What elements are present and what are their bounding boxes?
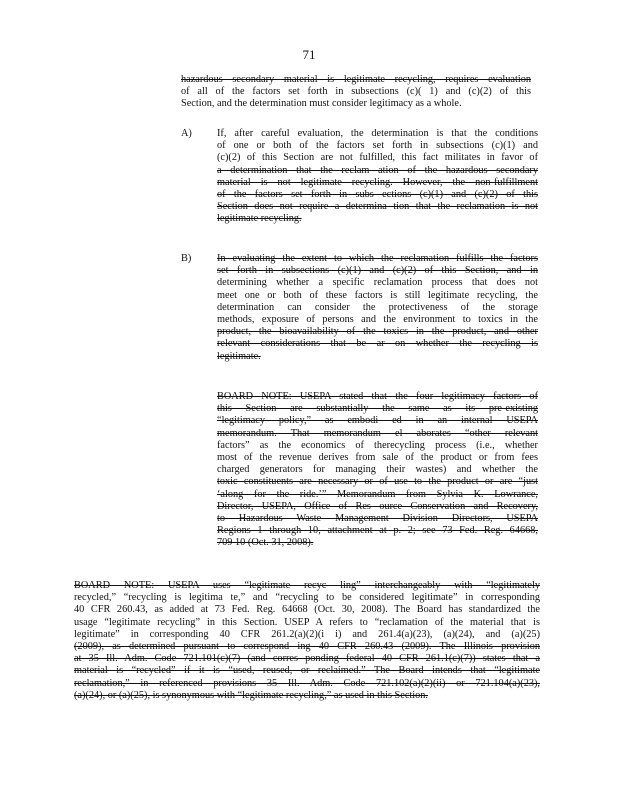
text-line: (c)(2) of this Section are not fulfilled, this fact militates in favor of [217, 152, 538, 164]
text-line: of one or both of the factors set forth in subsections (c)(1) and [217, 140, 538, 152]
text-line: methods, exposure of persons and the environment to toxics in the [217, 314, 538, 326]
text-line: Section, and the determination must consider legitimacy as a whole. [181, 98, 462, 110]
board-note-2 [74, 580, 540, 702]
text-line: Regions 1 through 10, attachment at p. 2; see 73 Fed. Reg. 64668, [217, 525, 538, 537]
text-line: at 35 Ill. Adm. Code 721.101(c)(7) (and corres ponding federal 40 CFR 261.1(c)(7)) states that a [74, 653, 540, 665]
text-line: of the factors set forth in subs ections (c)(1) and (c)(2) of this [217, 189, 538, 201]
text-line: reclamation,” in referenced provisions 35 Ill. Adm. Code 721.102(a)(2)(ii) or 721.104(a)(23), [74, 677, 540, 689]
text-line: to Hazardous Waste Management Division Directors, USEPA [217, 513, 538, 525]
intro-paragraph [181, 74, 531, 111]
text-line: material is not legitimate recycling. However, the non-fulfillment [217, 176, 538, 188]
item-b-paragraph [217, 253, 538, 363]
page-number: 71 [302, 47, 316, 62]
text-line: legitimate. [217, 350, 261, 362]
text-line: meet one or both of these factors is still legitimate recycling, the [217, 289, 538, 301]
item-a-label: A) [181, 128, 192, 139]
text-line: (2009), as determined pursuant to correspond ing 40 CFR 260.43 (2009). The Illinois provision [74, 641, 540, 653]
text-line: product, the bioavailability of the toxics in the product, and other [217, 326, 538, 338]
text-line: In evaluating the extent to which the reclamation fulfills the factors [217, 253, 538, 264]
text-line: hazardous secondary material is legitimate recycling, requires evaluation [181, 74, 531, 85]
text-line: legitimate recycling. [217, 213, 302, 225]
text-line: memorandum. That memorandum el aborates “other relevant [217, 427, 538, 439]
text-line: usage “legitimate recycling” in this Section. USEP A refers to “reclamation of the material that is [74, 616, 540, 628]
item-b-label: B) [181, 253, 192, 264]
text-line: factors” as the economics of therecycling process (i.e., whether [217, 439, 538, 451]
text-line: If, after careful evaluation, the determination is that the conditions [217, 128, 538, 139]
board-note-1 [217, 391, 538, 550]
text-line: relevant considerations that be ar on whether the recycling is [217, 338, 538, 350]
text-line: “legitimacy policy,” as embodi ed in an internal USEPA [217, 415, 538, 427]
text-line: determining whether a specific reclamation process that does not [217, 277, 538, 289]
text-line: Director, USEPA, Office of Res ource Conservation and Recovery, [217, 500, 538, 512]
text-line: ‘along for the ride.’” Memorandum from Sylvia K. Lowrance, [217, 488, 538, 500]
text-line: 40 CFR 260.43, as added at 73 Fed. Reg. 64668 (Oct. 30, 2008). The Board has standardized the [74, 604, 540, 616]
text-line: legitimate” in corresponding 40 CFR 261.2(a)(2)(i i) and 261.4(a)(23), (a)(24), and (a)(25) [74, 628, 540, 640]
text-line: Section does not require a determina tion that the reclamation is not [217, 201, 538, 213]
text-line: (a)(24), or (a)(25), is synonymous with “legitimate recycling,” as used in this Section. [74, 689, 429, 701]
item-a-paragraph [217, 128, 538, 226]
text-line: determination can consider the protectiveness of the storage [217, 301, 538, 313]
text-line: this Section are substantially the same as its pre-existing [217, 403, 538, 415]
text-line: BOARD NOTE: USEPA uses “legitimate recyc ling” interchangeably with “legitimately [74, 580, 540, 591]
text-line: set forth in subsections (c)(1) and (c)(2) of this Section, and in [217, 265, 538, 277]
text-line: toxic constituents are necessary or of use to the product or are “just [217, 476, 538, 488]
text-line: charged generators for managing their wastes) and whether the [217, 464, 538, 476]
text-line: of all of the factors set forth in subsections (c)( 1) and (c)(2) of this [181, 86, 531, 98]
text-line: most of the revenue derives from sale of the product or from fees [217, 452, 538, 464]
text-line: material is “recycled” if it is “used, reused, or reclaimed.” The Board intends that “legitimate [74, 665, 540, 677]
text-line: 709 10 (Oct. 31, 2008). [217, 537, 314, 549]
text-line: recycled,” “recycling is legitima te,” and “recycling to be considered legitimate” in corresponding [74, 592, 540, 604]
text-line: BOARD NOTE: USEPA stated that the four legitimacy factors of [217, 391, 538, 402]
text-line: a determination that the reclam ation of the hazardous secondary [217, 164, 538, 176]
